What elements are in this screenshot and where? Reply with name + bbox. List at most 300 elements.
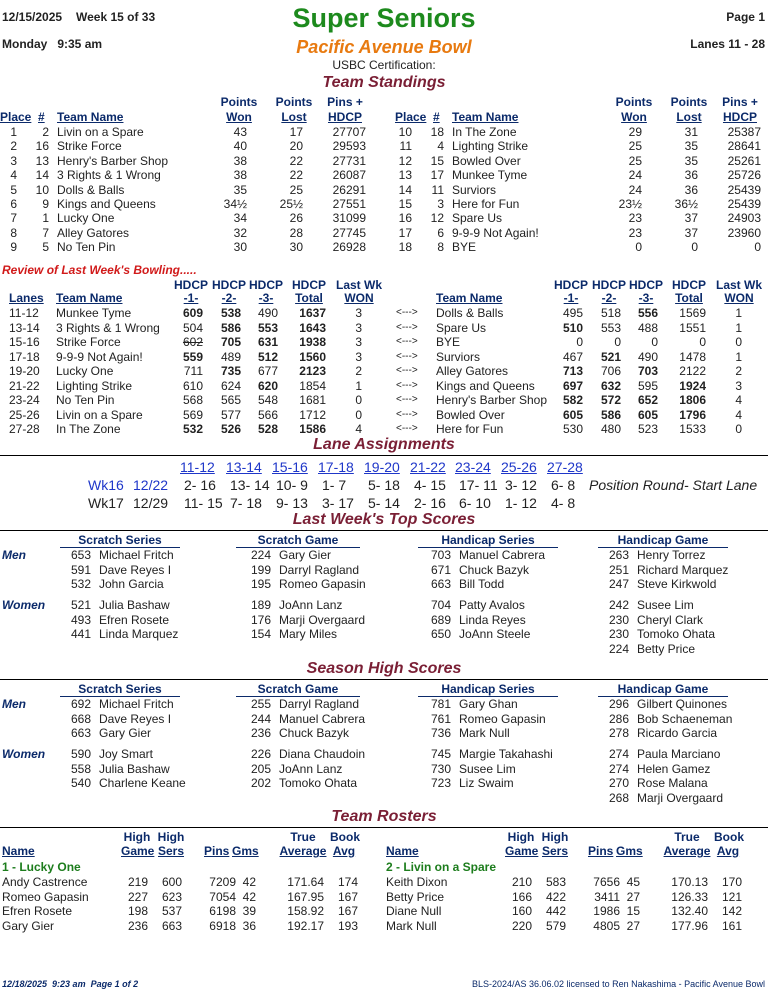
player-games: 39 <box>242 904 256 918</box>
standing-team-name: 9-9-9 Not Again! <box>452 225 539 240</box>
standing-points-won: 43 <box>233 125 247 139</box>
rosters-title: Team Rosters <box>331 808 437 825</box>
score-value: 274 <box>608 747 629 761</box>
bowler-name: Henry Torrez <box>637 548 706 562</box>
standing-pins-hdcp: 25726 <box>727 168 761 183</box>
lane-pair: 25-26 <box>9 407 40 422</box>
standing-points-won: 23 <box>628 225 642 240</box>
lane-pair-header: 11-12 <box>180 459 215 475</box>
player-name: Mark Null <box>386 918 437 933</box>
col-name: Name <box>2 844 35 858</box>
standing-points-won: 32 <box>233 225 247 240</box>
bowler-name: Marji Overgaard <box>637 790 724 805</box>
week-label: Wk17 <box>88 495 124 511</box>
game-score: 652 <box>637 393 658 407</box>
review-team-name: Lighting Strike <box>56 378 133 393</box>
review-team-name: 9-9-9 Not Again! <box>56 349 143 364</box>
total-score: 2123 <box>299 364 326 378</box>
score-category: Scratch Game <box>236 683 360 697</box>
bowler-name: Julia Bashaw <box>99 761 170 776</box>
score-value: 558 <box>70 761 91 776</box>
game-score: 569 <box>182 407 203 422</box>
standing-place: 3 <box>10 153 17 168</box>
game-score: 523 <box>637 422 658 436</box>
bowler-name: Gary Gier <box>279 548 332 562</box>
standing-points-lost: 37 <box>684 211 698 226</box>
lane-pair-header: 21-22 <box>410 459 446 475</box>
score-value: 274 <box>608 761 629 776</box>
standing-points-lost: 35 <box>684 139 698 154</box>
standing-points-won: 25 <box>628 153 642 168</box>
player-book-average: 167 <box>337 904 358 918</box>
player-games: 36 <box>242 918 256 933</box>
total-score: 2122 <box>679 364 706 378</box>
score-value: 723 <box>430 776 451 790</box>
total-score: 1478 <box>679 349 706 364</box>
player-book-average: 161 <box>721 918 742 933</box>
game-score: 510 <box>562 320 583 335</box>
score-value: 689 <box>430 612 451 627</box>
standing-points-lost: 17 <box>289 125 303 139</box>
league-title: Super Seniors <box>292 3 476 33</box>
lane-assignment: 6- 10 <box>459 495 491 511</box>
bowler-name: Julia Bashaw <box>99 598 170 612</box>
lane-pair: 15-16 <box>9 335 40 349</box>
bowler-name: Michael Fritch <box>99 697 174 711</box>
col-high-sers-1: High <box>157 830 185 844</box>
lane-pair-header: 27-28 <box>547 459 583 475</box>
col-true-avg-1: True <box>674 830 700 844</box>
col-book-avg-2: Avg <box>716 844 740 858</box>
standing-place: 6 <box>10 197 17 211</box>
bowler-name: Cheryl Clark <box>637 612 704 627</box>
col-pins-1: Pins + <box>722 95 758 109</box>
standings-title: Team Standings <box>322 74 446 91</box>
col-pins: Pins <box>588 844 614 858</box>
standing-place: 14 <box>398 182 412 197</box>
lane-pair: 27-28 <box>9 422 40 436</box>
bowler-name: Bill Todd <box>459 577 505 591</box>
score-category: Handicap Game <box>598 534 728 548</box>
score-value: 730 <box>430 761 451 776</box>
bowler-name: Joy Smart <box>99 747 154 761</box>
bowl-name: Pacific Avenue Bowl <box>296 37 472 57</box>
total-score: 1806 <box>679 393 706 407</box>
standing-points-won: 23 <box>628 211 642 226</box>
standing-pins-hdcp: 25261 <box>727 153 761 168</box>
player-high-series: 623 <box>161 889 182 904</box>
game-score: 504 <box>182 320 203 335</box>
bowler-name: Betty Price <box>637 641 696 656</box>
divider <box>0 827 768 828</box>
standing-pins-hdcp: 31099 <box>332 211 366 226</box>
game-score: 703 <box>637 364 658 378</box>
standing-team-number: 17 <box>430 168 444 183</box>
bowler-name: Gary Gier <box>99 726 152 740</box>
standing-points-won: 35 <box>233 182 247 197</box>
lane-pair: 19-20 <box>9 364 40 378</box>
col-true-avg-2: Average <box>279 844 327 858</box>
week-date: 12/22 <box>133 477 169 493</box>
score-value: 540 <box>70 776 91 790</box>
score-value: 532 <box>70 577 91 591</box>
col-high-sers-2: Sers <box>541 844 569 858</box>
col-pins-2: HDCP <box>327 110 362 124</box>
game-score: 559 <box>182 349 203 364</box>
standing-team-name: Alley Gatores <box>57 225 130 240</box>
standing-points-won: 24 <box>628 182 642 197</box>
bowler-name: JoAnn Steele <box>459 627 531 641</box>
standing-team-name: In The Zone <box>452 125 517 139</box>
standing-points-lost: 36 <box>684 168 698 183</box>
col-high-game-1: High <box>123 830 151 844</box>
score-value: 244 <box>250 711 271 726</box>
total-score: 1643 <box>299 320 326 335</box>
points-won: 3 <box>355 320 362 335</box>
game-score: 521 <box>600 349 621 364</box>
game-score: 467 <box>562 349 583 364</box>
game-score: 528 <box>257 422 278 436</box>
game-score: 480 <box>600 422 621 436</box>
lane-assignment: 9- 13 <box>276 495 308 511</box>
score-value: 493 <box>70 612 91 627</box>
versus-arrow: <---> <box>396 365 418 376</box>
bowler-name: Romeo Gapasin <box>459 711 546 726</box>
standing-points-won: 29 <box>628 125 642 139</box>
lane-assignment: 2- 16 <box>184 477 216 493</box>
lane-pair-header: 19-20 <box>364 459 400 475</box>
game-score: 565 <box>220 393 241 407</box>
col-won-2: Won <box>621 110 647 124</box>
standing-team-name: Bowled Over <box>452 153 521 168</box>
lane-pair: 13-14 <box>9 320 40 335</box>
player-book-average: 142 <box>721 904 742 918</box>
total-score: 1586 <box>299 422 326 436</box>
col-games: Gms <box>232 844 259 858</box>
standing-place: 7 <box>10 211 17 226</box>
divider <box>0 455 768 456</box>
standing-points-lost: 37 <box>684 225 698 240</box>
bowler-name: Rose Malana <box>637 776 708 790</box>
score-value: 255 <box>250 697 271 711</box>
col-pins-2: HDCP <box>722 110 757 124</box>
standing-points-lost: 30 <box>289 240 303 255</box>
game-score: 488 <box>637 320 658 335</box>
score-category: Handicap Series <box>418 683 558 697</box>
bowler-name: Richard Marquez <box>637 562 729 577</box>
col-place: Place <box>0 110 32 124</box>
game-score: 538 <box>220 306 241 320</box>
player-high-game: 220 <box>511 918 532 933</box>
standing-pins-hdcp: 28641 <box>727 139 761 154</box>
standing-points-lost: 36½ <box>674 197 698 211</box>
score-value: 591 <box>70 562 91 577</box>
score-value: 268 <box>608 790 629 805</box>
standing-place: 11 <box>399 139 412 154</box>
bowler-name: JoAnn Lanz <box>279 761 343 776</box>
player-true-average: 192.17 <box>287 918 324 933</box>
player-name: Gary Gier <box>2 918 55 933</box>
col-lost-2: Lost <box>281 110 307 124</box>
score-category: Scratch Game <box>236 534 360 548</box>
lane-assignment: 2- 16 <box>414 495 446 511</box>
top-scores-title: Last Week's Top Scores <box>292 511 476 528</box>
versus-arrow: <---> <box>396 423 418 434</box>
col-hdcp: HDCP <box>671 278 706 292</box>
game-score: 697 <box>562 378 583 393</box>
standing-points-won: 24 <box>628 168 642 183</box>
score-value: 650 <box>430 627 451 641</box>
col-won-1: Points <box>615 95 653 109</box>
player-book-average: 121 <box>721 889 742 904</box>
review-team-name: 3 Rights & 1 Wrong <box>56 320 160 335</box>
player-high-game: 210 <box>511 875 532 889</box>
col-name: Name <box>386 844 419 858</box>
points-won: 1 <box>735 306 742 320</box>
col-num: # <box>433 110 440 124</box>
game-score: 572 <box>600 393 621 407</box>
standing-team-name: Kings and Queens <box>57 197 156 211</box>
standing-place: 18 <box>398 240 412 255</box>
col-won: WON <box>344 291 374 305</box>
standing-points-won: 34½ <box>223 197 247 211</box>
usbc-cert: USBC Certification: <box>332 58 436 72</box>
standing-team-name: No Ten Pin <box>57 240 116 255</box>
lane-pair: 17-18 <box>9 349 40 364</box>
standing-team-number: 18 <box>430 125 444 139</box>
women-label: Women <box>2 598 46 612</box>
bowler-name: Efren Rosete <box>99 612 170 627</box>
standing-team-name: Lucky One <box>57 211 115 226</box>
day-time: Monday 9:35 am <box>2 37 103 51</box>
standing-points-won: 25 <box>628 139 642 154</box>
player-games: 42 <box>242 875 256 889</box>
bowler-name: Patty Avalos <box>459 598 525 612</box>
lane-assignment: 17- 11 <box>459 477 498 493</box>
standing-team-name: Henry's Barber Shop <box>57 153 169 168</box>
standing-points-won: 0 <box>635 240 642 255</box>
standing-team-name: Lighting Strike <box>452 139 529 154</box>
total-score: 0 <box>699 335 706 349</box>
lane-assignment: 13- 14 <box>230 477 270 493</box>
game-score: 518 <box>600 306 621 320</box>
score-category: Scratch Series <box>60 534 180 548</box>
standing-points-lost: 25 <box>289 182 303 197</box>
player-high-game: 160 <box>511 904 532 918</box>
col-total: Total <box>675 291 703 305</box>
standing-team-name: Strike Force <box>57 139 122 154</box>
bowler-name: Paula Marciano <box>637 747 721 761</box>
lane-assignment: 10- 9 <box>276 477 308 493</box>
lane-assignment: 4- 8 <box>551 495 576 511</box>
game-score: 677 <box>257 364 278 378</box>
player-games: 15 <box>626 904 640 918</box>
standing-team-number: 8 <box>437 240 444 255</box>
col-high-sers-2: Sers <box>157 844 185 858</box>
bowler-name: John Garcia <box>99 577 164 591</box>
game-score: 706 <box>600 364 621 378</box>
bowler-name: Gilbert Quinones <box>637 697 728 711</box>
total-score: 1569 <box>679 306 706 320</box>
player-name: Diane Null <box>386 904 442 918</box>
standing-team-number: 15 <box>430 153 444 168</box>
game-score: 586 <box>220 320 241 335</box>
standing-team-number: 7 <box>42 225 49 240</box>
standing-team-number: 6 <box>437 225 444 240</box>
game-score: 489 <box>220 349 241 364</box>
standing-place: 13 <box>398 168 412 183</box>
bowler-name: Dave Reyes I <box>99 711 172 726</box>
bowler-name: JoAnn Lanz <box>279 598 343 612</box>
standing-team-name: Livin on a Spare <box>57 125 144 139</box>
game-score: 605 <box>562 407 583 422</box>
score-value: 189 <box>250 598 271 612</box>
col-lost-1: Points <box>670 95 708 109</box>
points-won: 0 <box>735 422 742 436</box>
player-true-average: 167.95 <box>287 889 324 904</box>
game-score: 711 <box>183 364 203 378</box>
standing-points-lost: 31 <box>684 125 698 139</box>
col-book-avg-1: Book <box>714 830 744 844</box>
season-high-title: Season High Scores <box>306 660 462 677</box>
review-team-name: Kings and Queens <box>436 378 535 393</box>
points-won: 4 <box>355 422 362 436</box>
lane-assignment: 3- 12 <box>505 477 537 493</box>
review-title: Review of Last Week's Bowling..... <box>2 263 197 277</box>
score-value: 671 <box>430 562 451 577</box>
score-value: 236 <box>250 726 271 740</box>
standing-team-name: Here for Fun <box>452 197 520 211</box>
score-value: 251 <box>608 562 629 577</box>
game-score: 548 <box>257 393 278 407</box>
game-score: 577 <box>220 407 241 422</box>
lane-pair-header: 13-14 <box>226 459 262 475</box>
game-score: 0 <box>576 335 583 349</box>
game-score: 620 <box>257 378 278 393</box>
standing-points-won: 38 <box>233 153 247 168</box>
game-score: 605 <box>637 407 658 422</box>
col-won-2: Won <box>226 110 252 124</box>
player-high-series: 583 <box>545 875 566 889</box>
score-value: 230 <box>608 627 629 641</box>
points-won: 0 <box>355 407 362 422</box>
divider <box>0 679 768 680</box>
col-high-game-2: Game <box>121 844 155 858</box>
standing-points-lost: 26 <box>289 211 303 226</box>
points-won: 1 <box>735 349 742 364</box>
player-games: 45 <box>626 875 640 889</box>
standing-pins-hdcp: 27551 <box>332 197 366 211</box>
lane-assignment: 1- 7 <box>322 477 347 493</box>
score-value: 692 <box>70 697 91 711</box>
game-score: 512 <box>257 349 278 364</box>
player-pins: 3411 <box>594 889 620 904</box>
page-number: Page 1 <box>726 10 765 24</box>
standing-pins-hdcp: 26087 <box>332 168 366 183</box>
score-value: 205 <box>250 761 271 776</box>
divider <box>0 530 768 531</box>
player-pins: 7656 <box>593 875 620 889</box>
player-games: 27 <box>626 918 640 933</box>
col-games: Gms <box>616 844 643 858</box>
game-score: 609 <box>182 306 203 320</box>
col-game-1: -1- <box>183 291 199 305</box>
score-value: 154 <box>250 627 271 641</box>
total-score: 1938 <box>299 335 326 349</box>
score-value: 668 <box>70 711 91 726</box>
standing-team-number: 3 <box>437 197 444 211</box>
col-true-avg-2: Average <box>663 844 711 858</box>
women-label: Women <box>2 747 46 761</box>
standing-place: 5 <box>10 182 17 197</box>
lane-pair: 21-22 <box>9 378 40 393</box>
col-hdcp: HDCP <box>212 278 247 292</box>
game-score: 705 <box>220 335 241 349</box>
total-score: 1533 <box>679 422 706 436</box>
game-score: 631 <box>257 335 278 349</box>
bowler-name: Susee Lim <box>637 598 694 612</box>
lane-pair: 11-12 <box>9 306 39 320</box>
col-hdcp: HDCP <box>174 278 209 292</box>
standing-points-won: 40 <box>233 139 247 154</box>
score-value: 226 <box>250 747 271 761</box>
standing-points-lost: 20 <box>289 139 303 154</box>
score-value: 736 <box>430 726 451 740</box>
game-score: 632 <box>600 378 621 393</box>
standing-points-lost: 22 <box>289 168 303 183</box>
week-label: Wk16 <box>88 477 124 493</box>
total-score: 1924 <box>679 378 706 393</box>
standing-team-number: 10 <box>35 182 49 197</box>
men-label: Men <box>2 548 26 562</box>
review-team-name: Dolls & Balls <box>436 306 504 320</box>
game-score: 530 <box>562 422 583 436</box>
lane-pair-header: 25-26 <box>501 459 537 475</box>
lane-assignment: 5- 14 <box>368 495 400 511</box>
standing-place: 1 <box>10 125 17 139</box>
bowler-name: Ricardo Garcia <box>637 726 718 740</box>
col-game-2: -2- <box>601 291 617 305</box>
col-hdcp: HDCP <box>629 278 664 292</box>
total-score: 1637 <box>299 306 326 320</box>
standing-place: 10 <box>398 125 412 139</box>
game-score: 610 <box>182 378 203 393</box>
versus-arrow: <---> <box>396 336 418 347</box>
player-pins: 6918 <box>209 918 236 933</box>
game-score: 624 <box>220 378 241 393</box>
game-score: 713 <box>562 364 583 378</box>
bowler-name: Linda Reyes <box>459 612 526 627</box>
report-date: 12/15/2025 <box>2 10 63 24</box>
player-high-series: 663 <box>161 918 182 933</box>
player-book-average: 174 <box>337 875 358 889</box>
review-team-name: Spare Us <box>436 320 487 335</box>
score-value: 199 <box>250 562 271 577</box>
col-pins-1: Pins + <box>327 95 363 109</box>
col-high-game-2: Game <box>505 844 539 858</box>
standing-team-number: 1 <box>42 211 49 226</box>
player-high-series: 442 <box>545 904 566 918</box>
player-high-game: 166 <box>511 889 532 904</box>
standing-team-name: BYE <box>452 240 477 255</box>
player-name: Romeo Gapasin <box>2 889 89 904</box>
player-name: Keith Dixon <box>386 875 448 889</box>
score-category: Handicap Series <box>418 534 558 548</box>
score-value: 247 <box>608 577 629 591</box>
standing-team-number: 5 <box>42 240 49 255</box>
bowler-name: Susee Lim <box>459 761 516 776</box>
game-score: 735 <box>220 364 241 378</box>
